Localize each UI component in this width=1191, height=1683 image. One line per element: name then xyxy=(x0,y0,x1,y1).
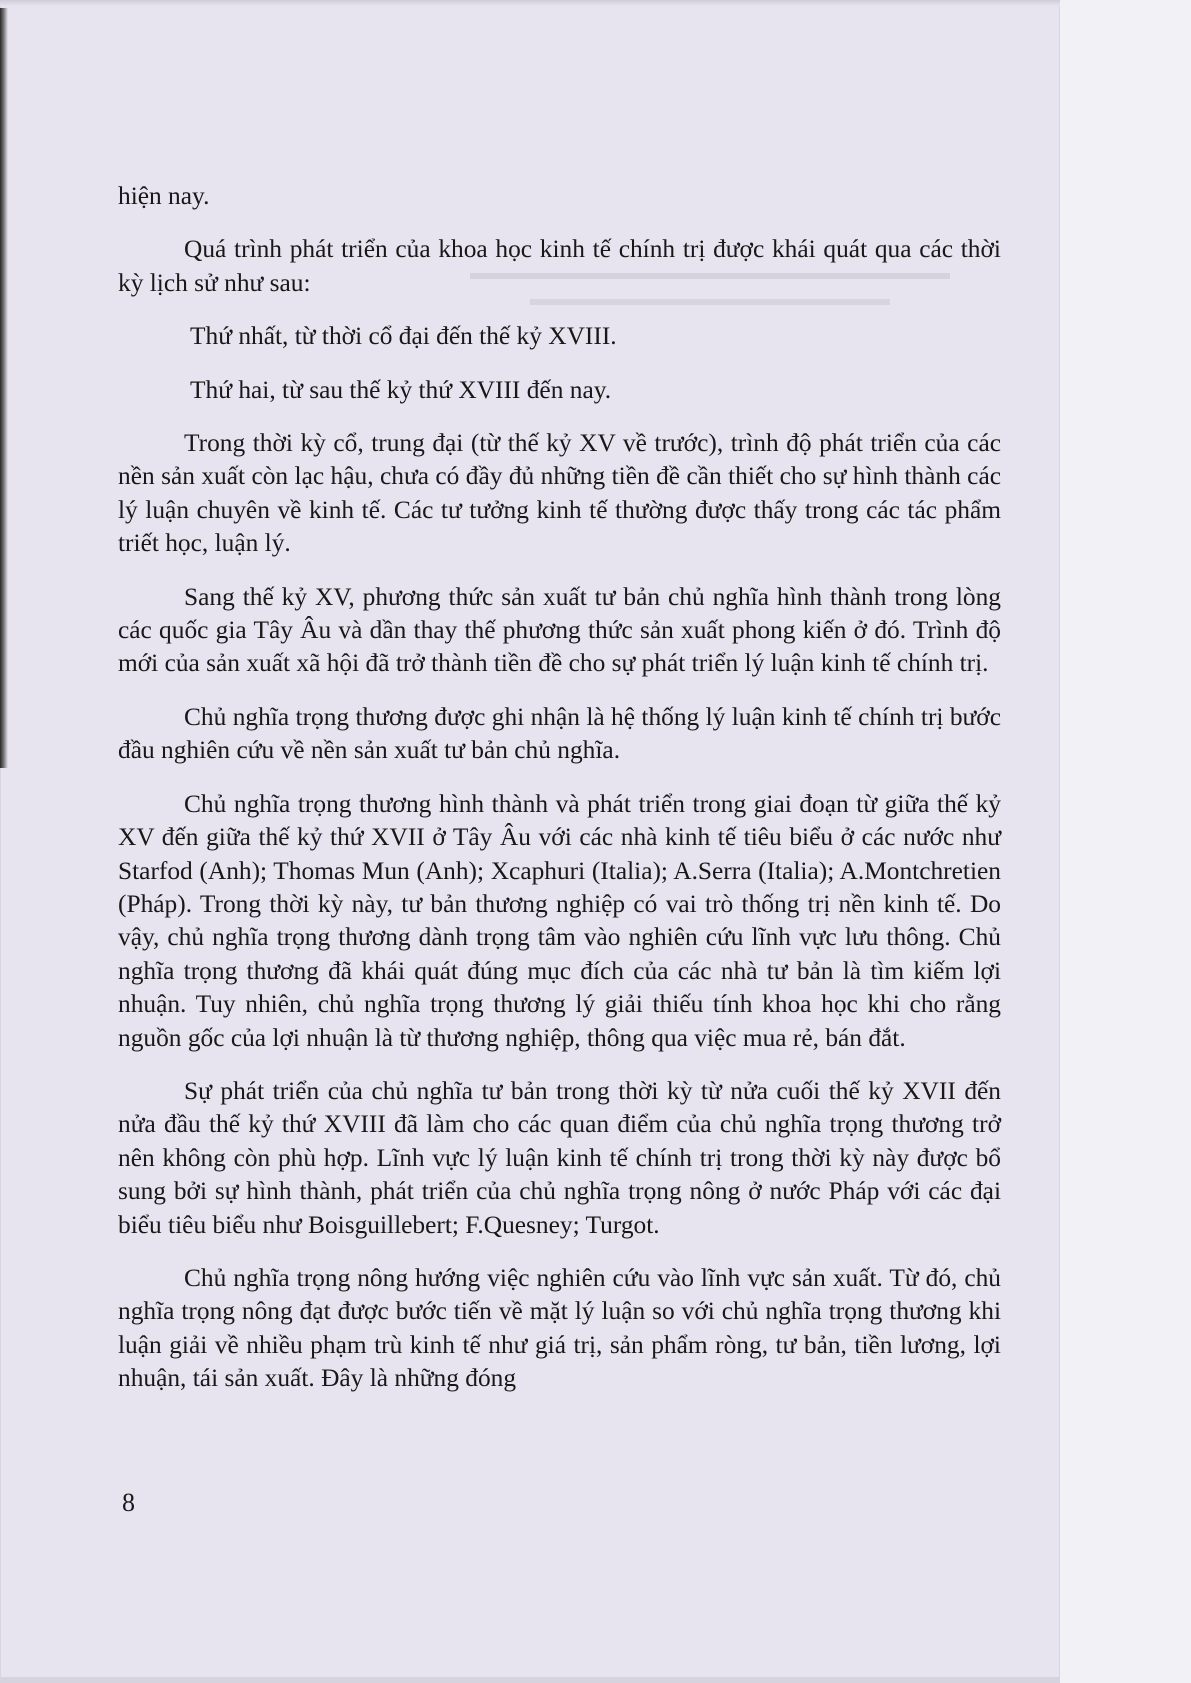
paragraph: Chủ nghĩa trọng nông hướng việc nghiên cứu vào lĩnh vực sản xuất. Từ đó, chủ nghĩa trọng nông đạt được bước tiến về mặt lý luận so với chủ nghĩa trọng thương khi luận giải về nhiều phạm trù kinh tế như giá trị, sản phẩm ròng, tư bản, tiền lương, lợi nhuận, tái sản xuất. Đây là những đóng xyxy=(118,1263,1001,1393)
paragraph: Chủ nghĩa trọng thương hình thành và phát triển trong giai đoạn từ giữa thế kỷ XV đến giữa thế kỷ thứ XVII ở Tây Âu với các nhà kinh tế tiêu biểu ở các nước như Starfod (Anh); Thomas Mun (Anh); Xcaphuri (Italia); A.Serra (Italia); A.Montchretien (Pháp). Trong thời kỳ này, tư bản thương nghiệp có vai trò thống trị nền kinh tế. Do vậy, chủ nghĩa trọng thương dành trọng tâm vào nghiên cứu lĩnh vực lưu thông. Chủ nghĩa trọng thương đã khái quát đúng mục đích của các nhà tư bản là tìm kiếm lợi nhuận. Tuy nhiên, chủ nghĩa trọng thương lý giải thiếu tính khoa học khi cho rằng nguồn gốc của lợi nhuận là từ thương nghiệp, thông qua việc mua rẻ, bán đắt. xyxy=(118,789,1001,1052)
body-text xyxy=(118,180,1001,1416)
paragraph: Trong thời kỳ cổ, trung đại (từ thế kỷ XV về trước), trình độ phát triển của các nền sản xuất còn lạc hậu, chưa có đầy đủ những tiền đề cần thiết cho sự hình thành các lý luận chuyên về kinh tế. Các tư tưởng kinh tế thường được thấy trong các tác phẩm triết học, luận lý. xyxy=(118,429,1001,558)
scan-edge-shadow xyxy=(0,8,8,768)
page-top-edge xyxy=(0,0,1060,6)
scan-margin xyxy=(1060,0,1191,1683)
paragraph: Quá trình phát triển của khoa học kinh tế chính trị được khái quát qua các thời kỳ lịch sử như sau: xyxy=(118,235,1001,297)
paragraph: Chủ nghĩa trọng thương được ghi nhận là hệ thống lý luận kinh tế chính trị bước đầu nghiên cứu về nền sản xuất tư bản chủ nghĩa. xyxy=(118,702,1001,765)
page-number: 8 xyxy=(122,1488,135,1517)
list-item: Thứ hai, từ sau thế kỷ thứ XVIII đến nay. xyxy=(190,375,612,404)
paragraph: Sự phát triển của chủ nghĩa tư bản trong thời kỳ từ nửa cuối thế kỷ XVII đến nửa đầu thế kỷ thứ XVIII đã làm cho các quan điểm của chủ nghĩa trọng thương trở nên không còn phù hợp. Lĩnh vực lý luận kinh tế chính trị trong thời kỳ này được bổ sung bởi sự hình thành, phát triển của chủ nghĩa trọng nông ở nước Pháp với các đại biểu tiêu biểu như Boisguillebert; F.Quesney; Turgot. xyxy=(118,1076,1001,1239)
paragraph: Sang thế kỷ XV, phương thức sản xuất tư bản chủ nghĩa hình thành trong lòng các quốc gia Tây Âu và dần thay thế phương thức sản xuất phong kiến ở đó. Trình độ mới của sản xuất xã hội đã trở thành tiền đề cho sự phát triển lý luận kinh tế chính trị. xyxy=(118,582,1001,678)
page-bottom-edge xyxy=(0,1677,1060,1683)
list-item: Thứ nhất, từ thời cổ đại đến thế kỷ XVIII. xyxy=(190,322,617,351)
paragraph: hiện nay. xyxy=(118,182,210,210)
